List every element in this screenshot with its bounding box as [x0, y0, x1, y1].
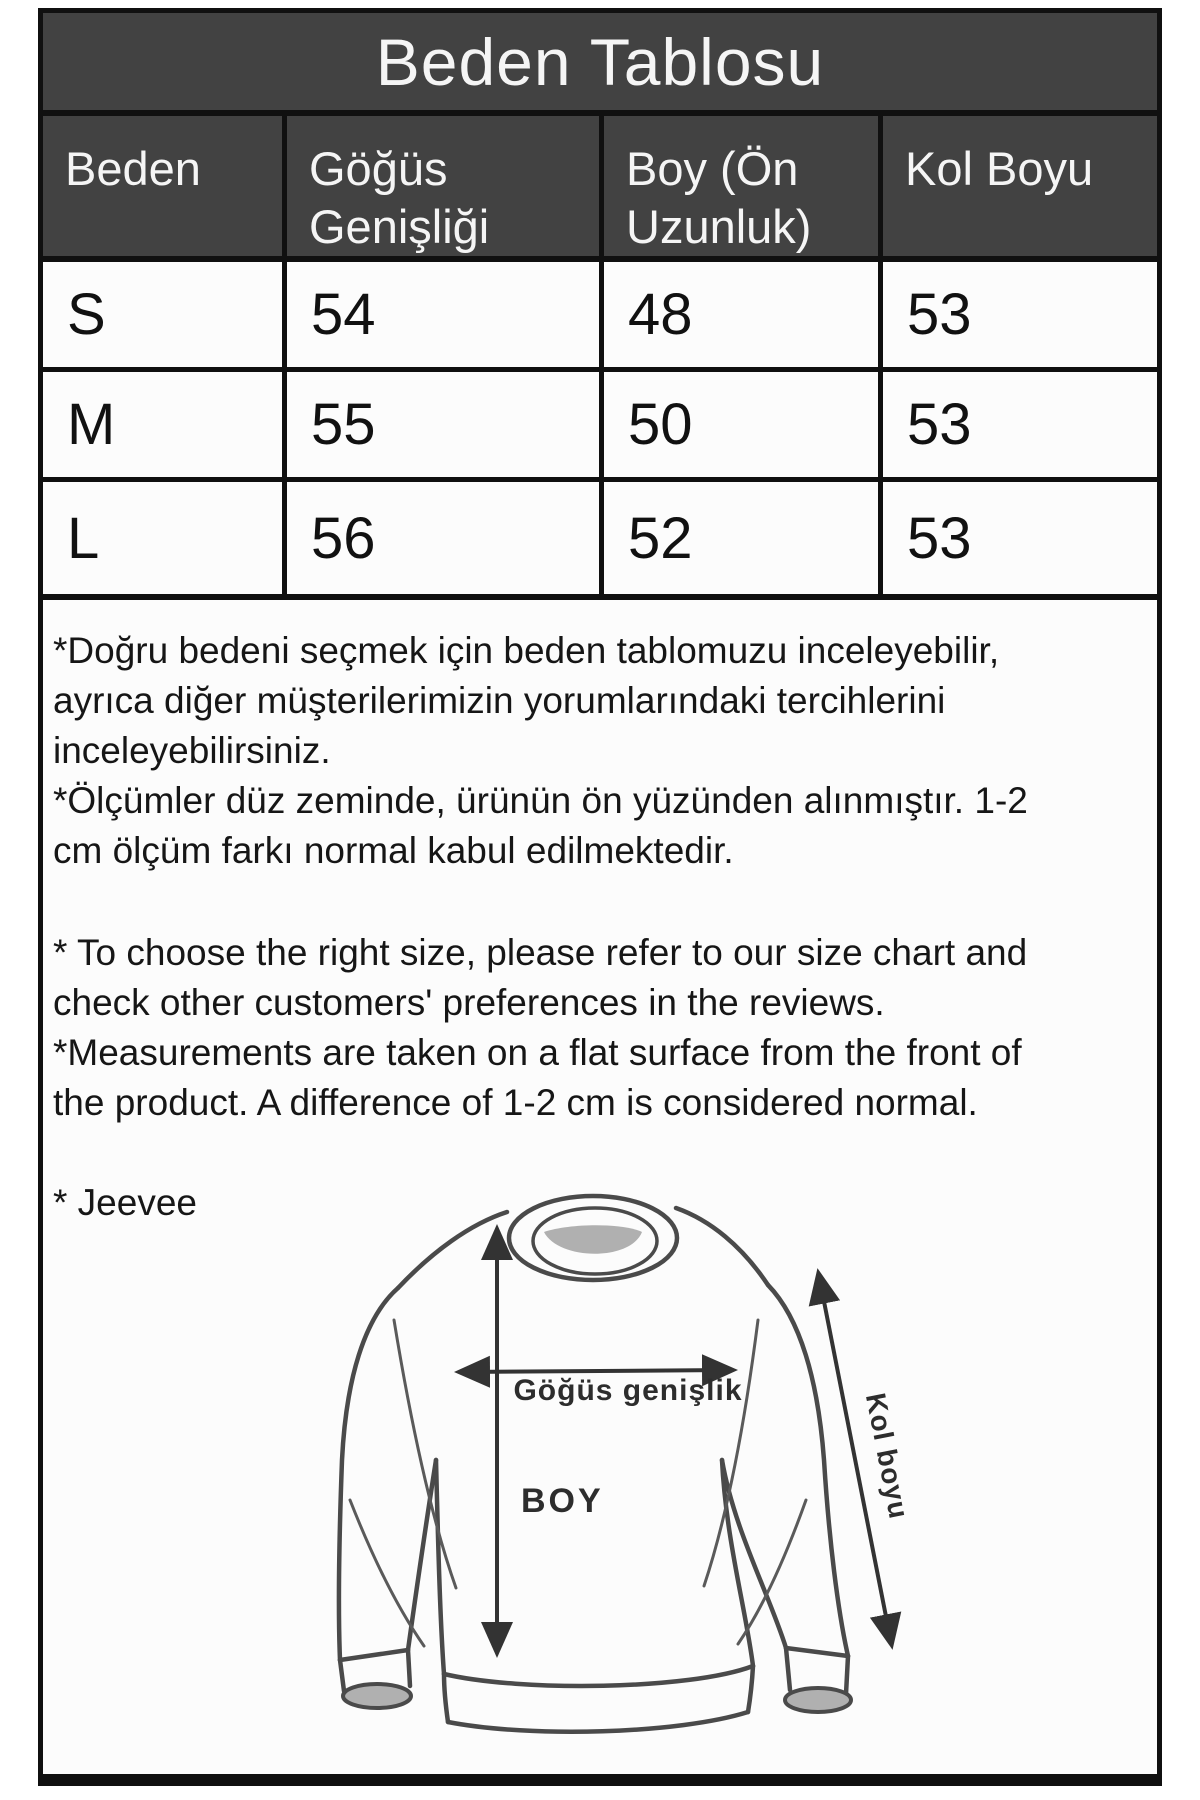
notes-section: [43, 600, 1157, 1228]
note-line: cm ölçüm farkı normal kabul edilmektedir.: [53, 830, 734, 871]
chart-title: Beden Tablosu: [43, 13, 1157, 116]
sleeve-value: 53: [907, 505, 972, 571]
sleeve-length-label: Kol boyu: [859, 1390, 915, 1522]
left-cuff: [343, 1684, 411, 1708]
length-value: 50: [604, 372, 883, 477]
collar: [509, 1196, 677, 1280]
chest-value: 54: [287, 262, 604, 367]
note-line: check other customers' preferences in the reviews.: [53, 982, 885, 1023]
chest-value: 55: [287, 372, 604, 477]
note-line: *Doğru bedeni seçmek için beden tablomuzu inceleyebilir,: [53, 630, 1000, 671]
column-header-sleeve: Kol Boyu: [905, 142, 1094, 195]
table-header-row: [43, 116, 1157, 262]
length-label: BOY: [521, 1482, 604, 1520]
chest-value: 56: [287, 482, 604, 594]
turkish-notes: [53, 626, 1147, 876]
sweatshirt-diagram: [0, 1150, 1200, 1770]
length-value: 52: [604, 482, 883, 594]
length-value: 48: [604, 262, 883, 367]
column-header-length: Boy (Ön Uzunluk): [604, 116, 883, 256]
size-value: S: [43, 262, 287, 367]
english-notes: [53, 928, 1147, 1128]
table-row: [43, 372, 1157, 482]
size-value: M: [43, 372, 287, 477]
note-line: the product. A difference of 1-2 cm is considered normal.: [53, 1082, 978, 1123]
column-header-size: Beden: [43, 116, 287, 256]
column-header-chest: Göğüs Genişliği: [287, 116, 604, 256]
right-cuff: [785, 1688, 851, 1712]
brand-note: * Jeevee: [53, 1182, 197, 1223]
size-value: L: [43, 482, 287, 594]
chest-width-label: Göğüs genişlik: [513, 1374, 743, 1407]
note-line: *Measurements are taken on a flat surface from the front of: [53, 1032, 1022, 1073]
note-line: * To choose the right size, please refer to our size chart and: [53, 932, 1028, 973]
sleeve-value: 53: [907, 282, 972, 347]
table-row: [43, 482, 1157, 600]
table-row: [43, 262, 1157, 372]
note-line: *Ölçümler düz zeminde, ürünün ön yüzünden alınmıştır. 1-2: [53, 780, 1028, 821]
note-line: inceleyebilirsiniz.: [53, 730, 331, 771]
chest-width-arrow: [462, 1370, 730, 1372]
sweatshirt-outline: [339, 1208, 851, 1732]
sleeve-value: 53: [907, 392, 972, 457]
note-line: ayrıca diğer müşterilerimizin yorumlarındaki tercihlerini: [53, 680, 946, 721]
